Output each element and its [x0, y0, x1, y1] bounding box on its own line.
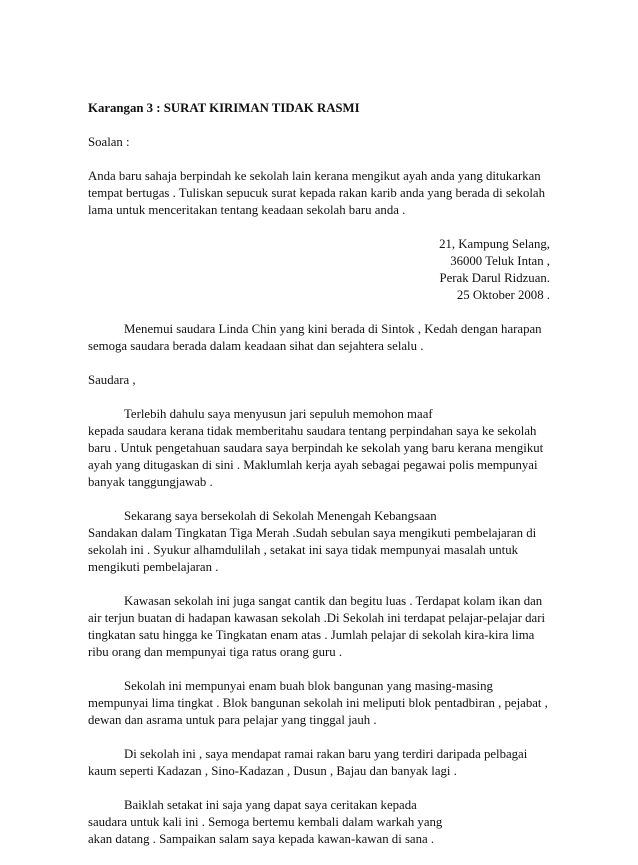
paragraph-line: Sekolah ini mempunyai enam buah blok bangunan yang masing-masing — [124, 679, 493, 693]
question-line: Anda baru sahaja berpindah ke sekolah lain kerana mengikut ayah anda yang ditukarkan — [88, 169, 541, 183]
paragraph-line: semoga saudara berada dalam keadaan sihat dan sejahtera selalu . — [88, 339, 424, 353]
paragraph-line: ayah yang ditugaskan di sini . Maklumlah kerja ayah sebagai pegawai polis mempunyai — [88, 458, 538, 472]
question-label: Soalan : — [88, 135, 130, 149]
paragraph-line: akan datang . Sampaikan salam saya kepada kawan-kawan di sana . — [88, 832, 435, 846]
letter-body — [88, 100, 550, 865]
paragraph-line: dewan dan asrama untuk para pelajar yang tinggal jauh . — [88, 713, 377, 727]
question-line: lama untuk menceritakan tentang keadaan sekolah baru anda . — [88, 203, 406, 217]
paragraph-5 — [88, 746, 550, 780]
paragraph-line: mempunyai lima tingkat . Blok bangunan sekolah ini meliputi blok pentadbiran , pejabat , — [88, 696, 548, 710]
paragraph-line: tingkatan satu hingga ke Tingkatan enam atas . Jumlah pelajar di sekolah kira-kira lima — [88, 628, 535, 642]
paragraph-line: sekolah ini . Syukur alhamdulilah , setakat ini saya tidak mempunyai masalah untuk — [88, 543, 519, 557]
address-line: Perak Darul Ridzuan. — [439, 271, 550, 285]
paragraph-3 — [88, 593, 550, 661]
paragraph-line: Sekarang saya bersekolah di Sekolah Menengah Kebangsaan — [124, 509, 437, 523]
paragraph-line: baru . Untuk pengetahuan saudara saya berpindah ke sekolah yang baru kerana mengikut — [88, 441, 544, 455]
paragraph-6 — [88, 797, 550, 848]
paragraph-line: Kawasan sekolah ini juga sangat cantik dan begitu luas . Terdapat kolam ikan dan — [124, 594, 543, 608]
paragraph-line: Terlebih dahulu saya menyusun jari sepuluh memohon maaf — [124, 407, 433, 421]
paragraph-line: kaum seperti Kadazan , Sino-Kadazan , Dusun , Bajau dan banyak lagi . — [88, 764, 457, 778]
paragraph-line: kepada saudara kerana tidak memberitahu saudara tentang perpindahan saya ke sekolah — [88, 424, 537, 438]
paragraph-2 — [88, 508, 550, 576]
paragraph-line: saudara untuk kali ini . Semoga bertemu kembali dalam warkah yang — [88, 815, 443, 829]
paragraph-line: Sandakan dalam Tingkatan Tiga Merah .Sudah sebulan saya mengikuti pembelajaran di — [88, 526, 537, 540]
document-title: Karangan 3 : SURAT KIRIMAN TIDAK RASMI — [88, 101, 360, 115]
paragraph-line: mengikuti pembelajaran . — [88, 560, 219, 574]
address-line: 36000 Teluk Intan , — [450, 254, 550, 268]
paragraph-line: Di sekolah ini , saya mendapat ramai rakan baru yang terdiri daripada pelbagai — [124, 747, 528, 761]
paragraph-line: air terjun buatan di hadapan kawasan sekolah .Di Sekolah ini terdapat pelajar-pelajar dari — [88, 611, 546, 625]
address-line: 21, Kampung Selang, — [439, 237, 550, 251]
paragraph-line: banyak tanggungjawab . — [88, 475, 213, 489]
paragraph-4 — [88, 678, 550, 729]
paragraph-line: Baiklah setakat ini saja yang dapat saya ceritakan kepada — [124, 798, 417, 812]
letter-date: 25 Oktober 2008 . — [456, 288, 550, 302]
salutation: Saudara , — [88, 373, 136, 387]
question-line: tempat bertugas . Tuliskan sepucuk surat kepada rakan karib anda yang berada di sekolah — [88, 186, 545, 200]
question-text — [88, 168, 550, 219]
opening-paragraph — [88, 321, 550, 355]
paragraph-line: Menemui saudara Linda Chin yang kini berada di Sintok , Kedah dengan harapan — [124, 322, 542, 336]
sender-address — [88, 236, 550, 304]
paragraph-line: ribu orang dan mempunyai tiga ratus orang guru . — [88, 645, 343, 659]
paragraph-1 — [88, 406, 550, 491]
